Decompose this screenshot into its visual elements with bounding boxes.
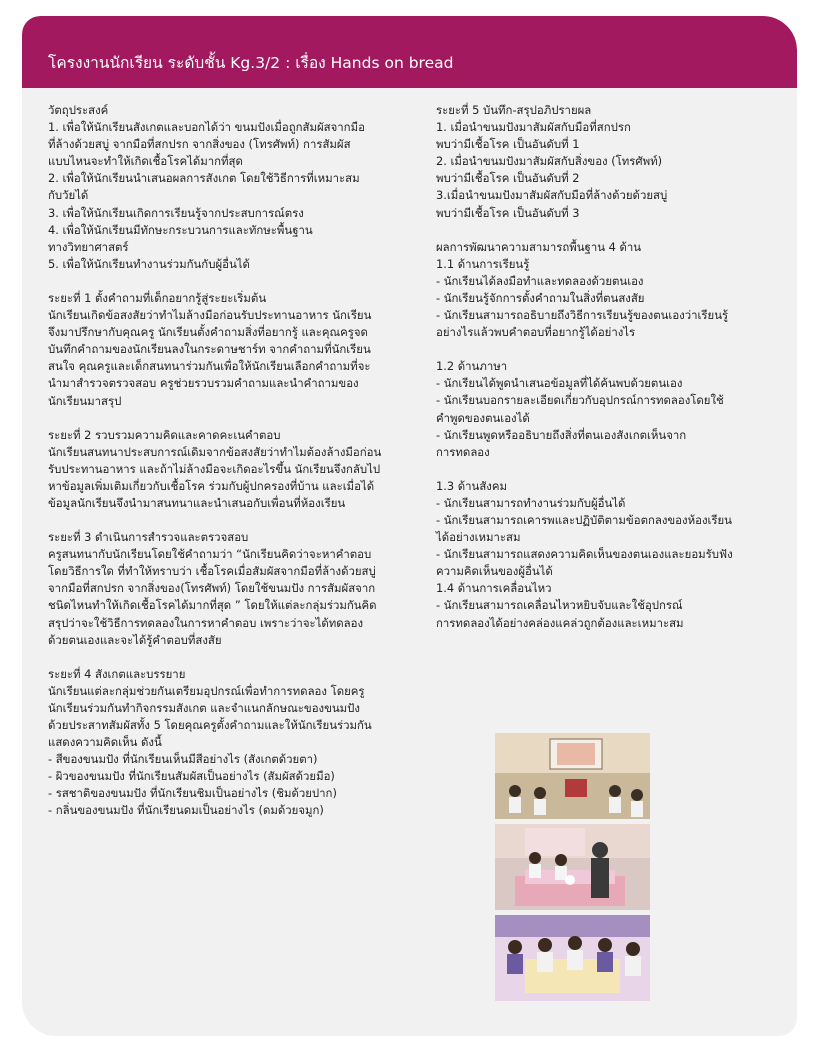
right-text-line: อย่างไรแล้วพบคำตอบที่อยากรู้ได้อย่างไร: [436, 325, 636, 340]
left-text-line: บันทึกคำถามของนักเรียนลงในกระดาษชาร์ท จากคำถามที่นักเรียน: [48, 342, 371, 357]
paragraph-gap: [436, 341, 781, 358]
left-text-line: โดยวิธีการใด ที่ทำให้ทราบว่า เชื้อโรคเมื่อสัมผัสจากมือที่ล้างด้วยสบู่: [48, 564, 376, 579]
paragraph-gap: [48, 649, 408, 666]
right-text-line: ได้อย่างเหมาะสม: [436, 530, 521, 545]
paragraph-gap: [48, 512, 408, 529]
left-text-line: วัตถุประสงค์: [48, 103, 109, 117]
left-text-line: ข้อมูลนักเรียนจึงนำมาสนทนาและนำเสนอกับเพื่อนที่ห้องเรียน: [48, 495, 346, 510]
left-text-line: กับวัยได้: [48, 188, 89, 203]
poster-card: [22, 16, 797, 1036]
right-text-line: - นักเรียนได้พูดนำเสนอข้อมูลที่ได้ค้นพบด้วยตนเอง: [436, 376, 683, 391]
right-text-line: - นักเรียนพูดหรืออธิบายถึงสิ่งที่ตนเองสังเกตเห็นจาก: [436, 427, 687, 442]
right-text-line: 1.1 ด้านการเรียนรู้: [436, 256, 530, 271]
teacher-experiment-photo: [495, 824, 650, 910]
left-text-line: ระยะที่ 4 สังเกตและบรรยาย: [48, 666, 186, 681]
page-title: โครงงานนักเรียน ระดับชั้น Kg.3/2 : เรื่อง Hands on bread: [48, 54, 454, 72]
right-text-line: - นักเรียนสามารถอธิบายถึงวิธีการเรียนรู้ของตนเองว่าเรียนรู้: [436, 308, 729, 323]
right-text-line: 1.2 ด้านภาษา: [436, 359, 508, 374]
right-text-line: ผลการพัฒนาความสามารถพื้นฐาน 4 ด้าน: [436, 239, 642, 254]
right-text-line: การทดลอง: [436, 444, 490, 459]
right-text-line: พบว่ามีเชื้อโรค เป็นอันดับที่ 2: [436, 171, 580, 186]
paragraph-gap: [48, 273, 408, 290]
left-text-line: หาข้อมูลเพิ่มเติมเกี่ยวกับเชื้อโรค ร่วมกับผู้ปกครองที่บ้าน และเมื่อได้: [48, 478, 375, 493]
left-text-line: นักเรียนแต่ละกลุ่มช่วยกันเตรียมอุปกรณ์เพื่อทำการทดลอง โดยครู: [48, 683, 365, 698]
left-text-line: ทางวิทยาศาสตร์: [48, 239, 129, 254]
left-text-line: จากมือที่สกปรก จากสิ่งของ(โทรศัพท์) โดยใช้ขนมปัง การสัมผัสจาก: [48, 581, 376, 596]
left-text-line: รับประทานอาหาร และถ้าไม่ล้างมือจะเกิดอะไรขึ้น นักเรียนจึงกลับไป: [48, 461, 381, 476]
right-text-line: การทดลองได้อย่างคล่องแคล่วถูกต้องและเหมาะสม: [436, 615, 684, 630]
left-text-line: ระยะที่ 2 รวบรวมความคิดและคาดคะเนคำตอบ: [48, 427, 281, 442]
left-text-line: นักเรียนเกิดข้อสงสัยว่าทำไมล้างมือก่อนรับประทานอาหาร นักเรียน: [48, 308, 372, 323]
left-text-line: นักเรียนสนทนาประสบการณ์เดิมจากข้อสงสัยว่าทำไมต้องล้างมือก่อน: [48, 444, 382, 459]
right-text-line: ความคิดเห็นของผู้อื่นได้: [436, 564, 553, 579]
right-text-line: - นักเรียนสามารถทำงานร่วมกับผู้อื่นได้: [436, 495, 626, 510]
left-text-line: 4. เพื่อให้นักเรียนมีทักษะกระบวนการและทักษะพื้นฐาน: [48, 222, 313, 237]
left-text-line: จึงมาปรึกษากับคุณครู นักเรียนตั้งคำถามสิ่งที่อยากรู้ และคุณครูจด: [48, 325, 368, 340]
right-text-line: 1.4 ด้านการเคลื่อนไหว: [436, 581, 552, 596]
right-text-line: 2. เมื่อนำขนมปังมาสัมผัสกับสิ่งของ (โทรศัพท์): [436, 154, 663, 169]
right-text-line: - นักเรียนสามารถเคารพและปฏิบัติตามข้อตกลงของห้องเรียน: [436, 512, 732, 527]
students-group-photo: [495, 915, 650, 1001]
right-text-line: - นักเรียนรู้จักการตั้งคำถามในสิ่งที่ตนสงสัย: [436, 290, 645, 305]
left-text-line: - กลิ่นของขนมปัง ที่นักเรียนดมเป็นอย่างไร (ดมด้วยจมูก): [48, 803, 324, 818]
right-text-line: - นักเรียนสามารถเคลื่อนไหวหยิบจับและใช้อุปกรณ์: [436, 598, 683, 613]
left-text-line: 3. เพื่อให้นักเรียนเกิดการเรียนรู้จากประสบการณ์ตรง: [48, 205, 304, 220]
left-text-line: ระยะที่ 1 ตั้งคำถามที่เด็กอยากรู้สู่ระยะเริ่มต้น: [48, 290, 267, 305]
right-text-line: - นักเรียนบอกรายละเอียดเกี่ยวกับอุปกรณ์การทดลองโดยใช้: [436, 393, 724, 408]
photo-strip: [495, 733, 650, 1001]
left-text-line: ครูสนทนากับนักเรียนโดยใช้คำถามว่า “นักเรียนคิดว่าจะหาคำตอบ: [48, 547, 372, 562]
left-column: [48, 102, 408, 820]
paragraph-gap: [436, 222, 781, 239]
right-text-line: 3.เมื่อนำขนมปังมาสัมผัสกับมือที่ล้างด้วยด้วยสบู่: [436, 188, 668, 203]
paragraph-gap: [436, 461, 781, 478]
left-text-line: นักเรียนร่วมกันทำกิจกรรมสังเกต และจำแนกลักษณะของขนมปัง: [48, 700, 360, 715]
right-text-line: คำพูดของตนเองได้: [436, 410, 530, 425]
left-text-line: นำมาสำรวจตรวจสอบ ครูช่วยรวบรวมคำถามและนำคำถามของ: [48, 376, 359, 391]
left-text-line: ชนิดไหนทำให้เกิดเชื้อโรคได้มากที่สุด ” โดยให้แต่ละกลุ่มร่วมกันคิด: [48, 598, 377, 613]
left-text-line: ที่ล้างด้วยสบู่ จากมือที่สกปรก จากสิ่งของ (โทรศัพท์) การสัมผัส: [48, 137, 351, 152]
right-text-line: พบว่ามีเชื้อโรค เป็นอันดับที่ 3: [436, 205, 580, 220]
right-text-line: พบว่ามีเชื้อโรค เป็นอันดับที่ 1: [436, 137, 580, 152]
left-text-line: - สีของขนมปัง ที่นักเรียนเห็นมีสีอย่างไร (สังเกตด้วยตา): [48, 752, 318, 767]
left-text-line: - ผิวของขนมปัง ที่นักเรียนสัมผัสเป็นอย่างไร (สัมผัสด้วยมือ): [48, 769, 335, 784]
left-text-line: 1. เพื่อให้นักเรียนสังเกตและบอกได้ว่า ขนมปังเมื่อถูกสัมผัสจากมือ: [48, 120, 365, 135]
left-text-line: - รสชาติของขนมปัง ที่นักเรียนชิมเป็นอย่างไร (ชิมด้วยปาก): [48, 786, 337, 801]
right-column: [436, 102, 781, 632]
left-text-line: ด้วยตนเองและจะได้รู้คำตอบที่สงสัย: [48, 632, 222, 647]
right-text-line: ระยะที่ 5 บันทึก-สรุปอภิปรายผล: [436, 103, 592, 117]
right-text-line: - นักเรียนได้ลงมือทำและทดลองด้วยตนเอง: [436, 273, 644, 288]
left-text-line: ด้วยประสาทสัมผัสทั้ง 5 โดยคุณครูตั้งคำถามและให้นักเรียนร่วมกัน: [48, 718, 372, 732]
left-text-line: นักเรียนมาสรุป: [48, 393, 122, 408]
header-banner: [22, 16, 797, 88]
left-text-line: 5. เพื่อให้นักเรียนทำงานร่วมกันกับผู้อื่นได้: [48, 256, 250, 271]
left-text-line: สรุปว่าจะใช้วิธีการทดลองในการหาคำตอบ เพราะว่าจะได้ทดลอง: [48, 615, 364, 630]
left-text-line: แสดงความคิดเห็น ดังนี้: [48, 735, 162, 750]
right-text-line: 1. เมื่อนำขนมปังมาสัมผัสกับมือที่สกปรก: [436, 120, 631, 135]
left-text-line: แบบไหนจะทำให้เกิดเชื้อโรคได้มากที่สุด: [48, 154, 243, 169]
left-text-line: ระยะที่ 3 ดำเนินการสำรวจและตรวจสอบ: [48, 530, 249, 545]
left-text-line: 2. เพื่อให้นักเรียนนำเสนอผลการสังเกต โดยใช้วิธีการที่เหมาะสม: [48, 171, 360, 186]
right-text-line: 1.3 ด้านสังคม: [436, 478, 507, 493]
paragraph-gap: [48, 410, 408, 427]
left-text-line: สนใจ คุณครูและเด็กสนทนาร่วมกันเพื่อให้นักเรียนเลือกคำถามที่จะ: [48, 359, 371, 374]
classroom-presentation-photo: [495, 733, 650, 819]
right-text-line: - นักเรียนสามารถแสดงความคิดเห็นของตนเองและยอมรับฟัง: [436, 547, 733, 562]
